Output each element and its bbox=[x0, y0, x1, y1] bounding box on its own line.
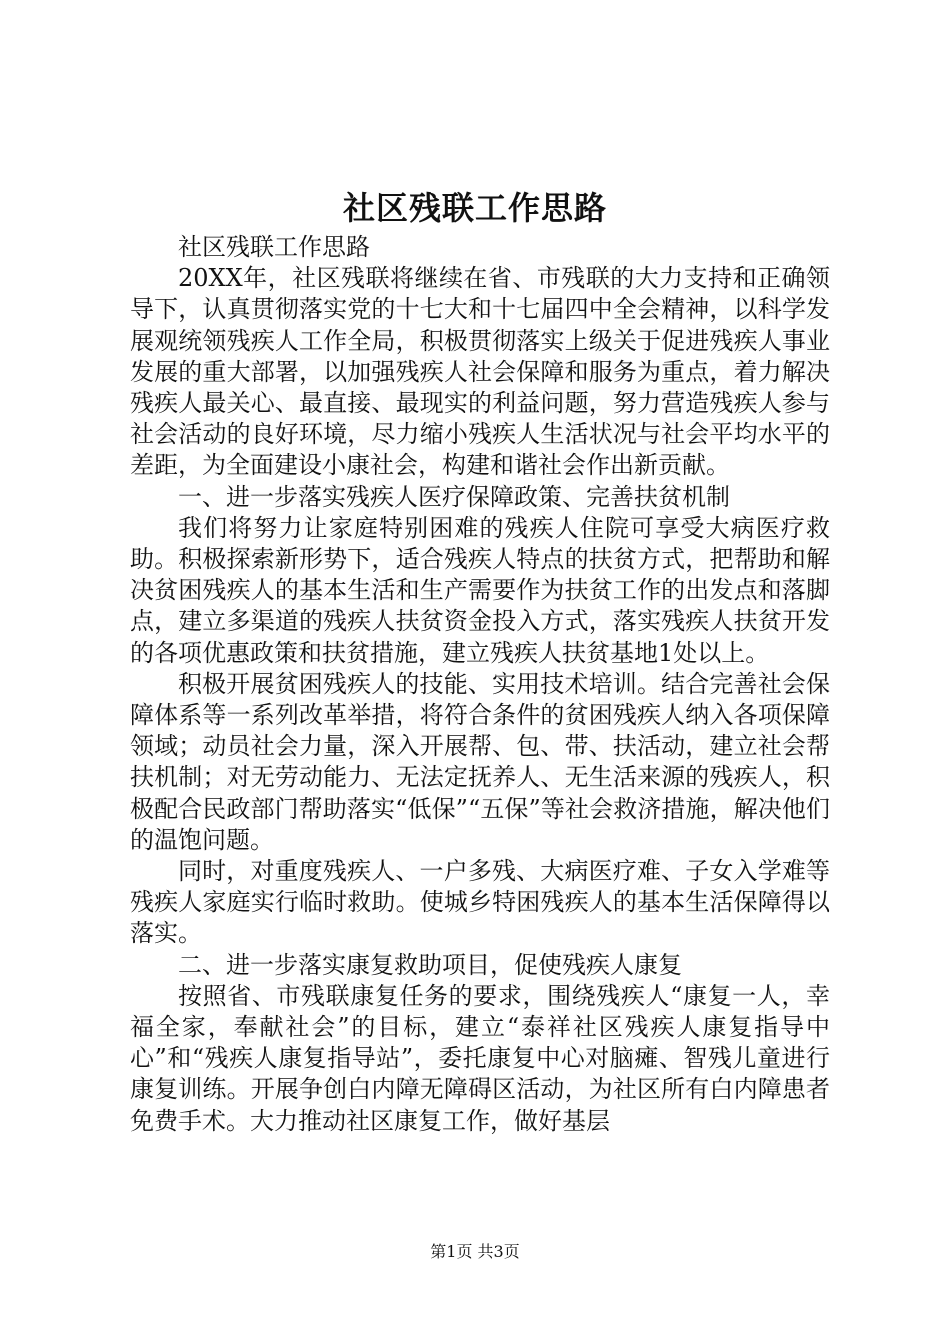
paragraph-heading: 社区残联工作思路 bbox=[178, 233, 370, 261]
section-heading: 二、进一步落实康复救助项目，促使残疾人康复 bbox=[178, 950, 682, 979]
document-title: 社区残联工作思路 bbox=[342, 189, 607, 227]
paragraph: 我们将努力让家庭特别困难的残疾人住院可享受大病医疗救助。积极探索新形势下，适合残疾人特点的扶贫方式，把帮助和解决贫困残疾人的基本生活和生产需要作为扶贫工作的出发点和落脚点，建立多渠道的残疾人扶贫资金投入方式，落实残疾人扶贫开发的各项优惠政策和扶贫措施，建立残疾人扶贫基地1处以上。 bbox=[130, 513, 830, 667]
section-heading: 一、进一步落实残疾人医疗保障政策、完善扶贫机制 bbox=[178, 482, 730, 511]
paragraph: 按照省、市残联康复任务的要求，围绕残疾人“康复一人，幸福全家，奉献社会”的目标，建立“泰祥社区残疾人康复指导中心”和“残疾人康复指导站”，委托康复中心对脑瘫、智残儿童进行康复训练。开展争创白内障无障碍区活动，为社区所有白内障患者免费手术。大力推动社区康复工作，做好基层 bbox=[130, 981, 830, 1135]
document-body bbox=[130, 232, 830, 1137]
page-footer: 第1页 共3页 bbox=[430, 1242, 520, 1261]
paragraph: 20XX年，社区残联将继续在省、市残联的大力支持和正确领导下，认真贯彻落实党的十七大和十七届四中全会精神，以科学发展观统领残疾人工作全局，积极贯彻落实上级关于促进残疾人事业发展的重大部署，以加强残疾人社会保障和服务为重点，着力解决残疾人最关心、最直接、最现实的利益问题，努力营造残疾人参与社会活动的良好环境，尽力缩小残疾人生活状况与社会平均水平的差距，为全面建设小康社会，构建和谐社会作出新贡献。 bbox=[130, 264, 830, 480]
paragraph: 积极开展贫困残疾人的技能、实用技术培训。结合完善社会保障体系等一系列改革举措，将符合条件的贫困残疾人纳入各项保障领域；动员社会力量，深入开展帮、包、带、扶活动，建立社会帮扶机制；对无劳动能力、无法定抚养人、无生活来源的残疾人，积极配合民政部门帮助落实“低保”“五保”等社会救济措施，解决他们的温饱问题。 bbox=[130, 669, 830, 854]
paragraph: 同时，对重度残疾人、一户多残、大病医疗难、子女入学难等残疾人家庭实行临时救助。使城乡特困残疾人的基本生活保障得以落实。 bbox=[130, 857, 830, 948]
